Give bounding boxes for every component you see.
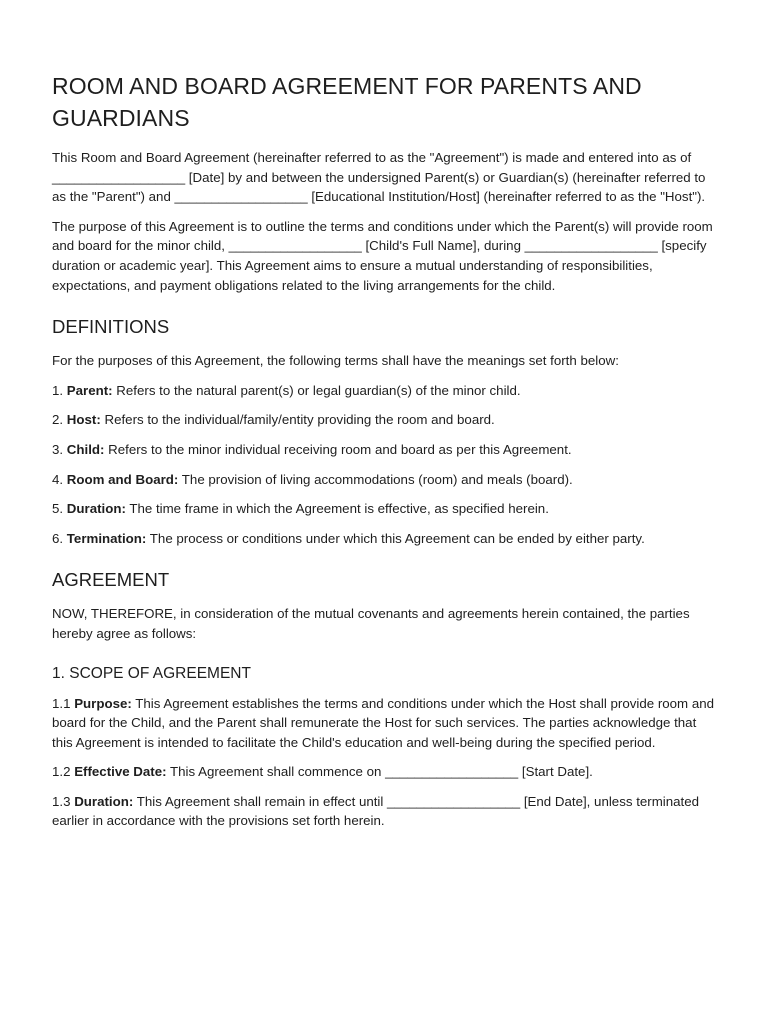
definitions-lead: For the purposes of this Agreement, the following terms shall have the meanings set forth below: xyxy=(52,353,619,369)
agreement-heading: AGREEMENT xyxy=(52,569,170,591)
intro-paragraph: This Room and Board Agreement (hereinafter referred to as the "Agreement") is made and entered into as of __________________ [Date] by and between the undersigned Parent(s) or Guardian(s) (hereinafter referred to as the "Parent") and __________________ [Educational Institution/Host] (hereinafter referred to as the "Host"). xyxy=(52,150,706,205)
definition-item: 2. Host: Refers to the individual/family/entity providing the room and board. xyxy=(52,412,495,428)
definition-item: 1. Parent: Refers to the natural parent(s) or legal guardian(s) of the minor child. xyxy=(52,382,521,398)
definitions-heading: DEFINITIONS xyxy=(52,316,170,338)
scope-clause-duration: 1.3 Duration: This Agreement shall remain in effect until __________________ [End Date], unless terminated earlier in accordance with the provisions set forth herein. xyxy=(52,793,700,829)
scope-heading: 1. SCOPE OF AGREEMENT xyxy=(52,664,251,682)
definition-item: 4. Room and Board: The provision of living accommodations (room) and meals (board). xyxy=(52,471,573,487)
document-title: ROOM AND BOARD AGREEMENT FOR PARENTS AND GUARDIANS xyxy=(52,73,642,131)
purpose-paragraph: The purpose of this Agreement is to outline the terms and conditions under which the Parent(s) will provide room and board for the minor child, __________________ [Child's Full Name], during __________________ [specify duration or academic year]. This Agreement aims to ensure a mutual understanding of responsibilities, expectations, and payment obligations related to the living arrangements for the child. xyxy=(52,218,713,293)
definition-item: 3. Child: Refers to the minor individual receiving room and board as per this Agreement. xyxy=(52,441,572,457)
agreement-lead: NOW, THEREFORE, in consideration of the mutual covenants and agreements herein contained, the parties hereby agree as follows: xyxy=(52,606,690,641)
scope-clause-purpose: 1.1 Purpose: This Agreement establishes the terms and conditions under which the Host shall provide room and board for the Child, and the Parent shall remunerate the Host for such services. The parties acknowledge that this Agreement is intended to facilitate the Child's education and well-being during the specified period. xyxy=(52,695,715,750)
scope-clause-effective-date: 1.2 Effective Date: This Agreement shall commence on __________________ [Start Date]. xyxy=(52,764,593,780)
definition-item: 6. Termination: The process or conditions under which this Agreement can be ended by either party. xyxy=(52,530,645,546)
definition-item: 5. Duration: The time frame in which the Agreement is effective, as specified herein. xyxy=(52,501,549,517)
